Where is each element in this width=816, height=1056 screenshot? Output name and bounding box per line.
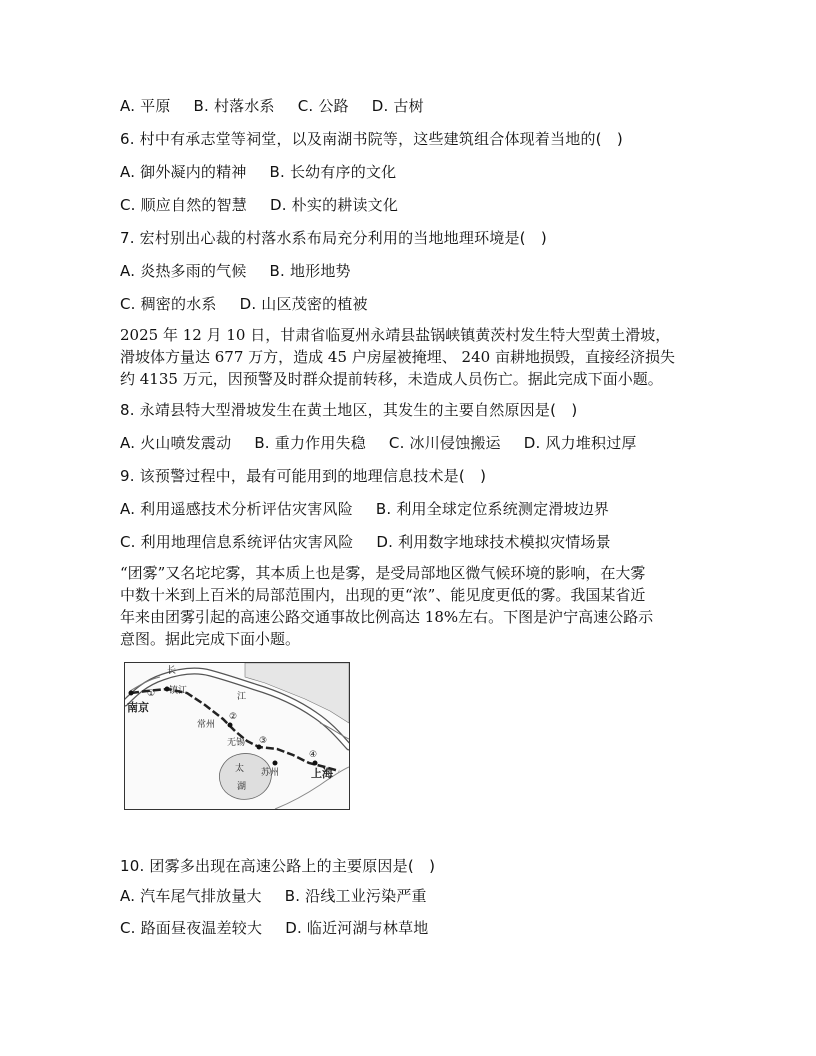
city-changzhou: 常州 [197, 720, 216, 730]
passage-fog-line: 年来由团雾引起的高速公路交通事故比例高达 18%左右。下图是沪宁高速公路示 [120, 608, 654, 626]
q10-options-row1 [120, 886, 427, 906]
q7-options-row2 [120, 294, 368, 314]
q6-stem: 6. 村中有承志堂等祠堂，以及南湖书院等，这些建筑组合体现着当地的( ) [120, 130, 623, 148]
q5-option-b: B. 村落水系 [193, 97, 275, 115]
city-shanghai: 上海 [311, 767, 333, 780]
lake-label-hu: 湖 [237, 782, 247, 792]
q10-option-a: A. 汽车尾气排放量大 [120, 887, 262, 905]
q6-options-row2 [120, 195, 398, 215]
q9-stem: 9. 该预警过程中，最有可能用到的地理信息技术是( ) [120, 467, 487, 485]
city-zhenjiang: 镇江 [169, 686, 188, 696]
q5-option-a: A. 平原 [120, 97, 171, 115]
river-label-chang: 长 [167, 666, 177, 676]
river-label-jiang: 江 [237, 692, 247, 702]
q7-stem: 7. 宏村别出心裁的村落水系布局充分利用的当地地理环境是( ) [120, 229, 547, 247]
passage-landslide-line: 滑坡体方量达 677 万方，造成 45 户房屋被掩埋、 240 亩耕地损毁，直接经济损失 [120, 348, 675, 366]
q9-option-d: D. 利用数字地球技术模拟灾情场景 [376, 533, 611, 551]
lake-label-tai: 太 [235, 764, 245, 774]
q6-options-row1 [120, 162, 396, 182]
q10-stem: 10. 团雾多出现在高速公路上的主要原因是( ) [120, 857, 436, 875]
q9-option-a: A. 利用遥感技术分析评估灾害风险 [120, 500, 353, 518]
passage-fog [120, 562, 690, 650]
nanjing-dot [129, 691, 134, 696]
q6-option-d: D. 朴实的耕读文化 [269, 196, 399, 214]
city-suzhou: 苏州 [261, 768, 280, 778]
q5-options [120, 96, 424, 116]
q10-option-b: B. 沿线工业污染严重 [284, 887, 427, 905]
passage-landslide-line: 约 4135 万元，因预警及时群众提前转移，未造成人员伤亡。据此完成下面小题。 [120, 370, 663, 388]
q6-option-c: C. 顺应自然的智慧 [120, 196, 248, 214]
q9-options-row1 [120, 499, 609, 519]
q7-option-a: A. 炎热多雨的气候 [120, 262, 247, 280]
shanghai-dot [313, 761, 318, 766]
marker-1: ① [147, 689, 156, 699]
q9-option-c: C. 利用地理信息系统评估灾害风险 [120, 533, 354, 551]
expressway-map [124, 662, 350, 810]
q8-option-d: D. 风力堆积过厚 [523, 434, 637, 452]
changzhou-dot [228, 723, 233, 728]
city-nanjing: 南京 [127, 701, 149, 714]
q8-option-c: C. 冰川侵蚀搬运 [388, 434, 501, 452]
passage-fog-line: 中数十米到上百米的局部范围内，出现的更“浓”、能见度更低的雾。我国某省近 [120, 586, 646, 604]
city-wuxi: 无锡 [227, 738, 246, 748]
q9-options-row2 [120, 532, 611, 552]
q8-options [120, 433, 637, 453]
q9-option-b: B. 利用全球定位系统测定滑坡边界 [375, 500, 610, 518]
q10-option-c: C. 路面昼夜温差较大 [120, 919, 263, 937]
q8-option-a: A. 火山喷发震动 [120, 434, 232, 452]
passage-fog-line: 意图。据此完成下面小题。 [120, 630, 301, 648]
suzhou-dot [273, 761, 278, 766]
marker-3: ③ [259, 736, 268, 746]
marker-4: ④ [309, 750, 318, 760]
q7-option-b: B. 地形地势 [269, 262, 351, 280]
q8-stem: 8. 永靖县特大型滑坡发生在黄土地区，其发生的主要自然原因是( ) [120, 401, 578, 419]
q6-option-a: A. 御外凝内的精神 [120, 163, 247, 181]
q6-option-b: B. 长幼有序的文化 [269, 163, 397, 181]
q8-option-b: B. 重力作用失稳 [254, 434, 366, 452]
q7-options-row1 [120, 261, 351, 281]
passage-landslide [120, 324, 690, 390]
q5-option-c: C. 公路 [297, 97, 349, 115]
passage-fog-line: “团雾”又名坨坨雾，其本质上也是雾，是受局部地区微气候环境的影响，在大雾 [120, 564, 646, 582]
q7-option-c: C. 稠密的水系 [120, 295, 217, 313]
passage-landslide-line: 2025 年 12 月 10 日，甘肃省临夏州永靖县盐锅峡镇黄茨村发生特大型黄土滑坡， [120, 326, 671, 344]
q7-option-d: D. 山区茂密的植被 [239, 295, 368, 313]
marker-2: ② [229, 712, 238, 722]
expressway-map-svg [125, 663, 349, 809]
q10-option-d: D. 临近河湖与林草地 [285, 919, 429, 937]
q10-options-row2 [120, 918, 428, 938]
q5-option-d: D. 古树 [371, 97, 424, 115]
